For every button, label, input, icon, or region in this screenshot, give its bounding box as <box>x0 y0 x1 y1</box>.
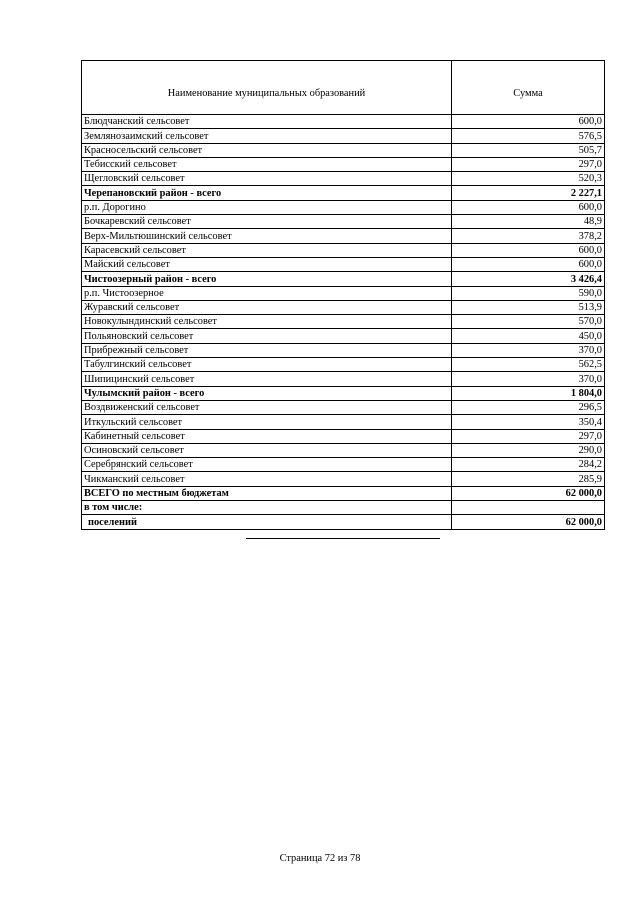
sum-cell: 570,0 <box>452 315 605 329</box>
sum-cell: 600,0 <box>452 115 605 129</box>
sum-cell: 600,0 <box>452 243 605 257</box>
sum-cell: 378,2 <box>452 229 605 243</box>
table-row <box>82 343 605 357</box>
table-row <box>82 129 605 143</box>
sum-cell: 1 804,0 <box>452 386 605 400</box>
municipality-name-cell: р.п. Чистоозерное <box>82 286 452 300</box>
sum-cell: 520,3 <box>452 172 605 186</box>
table-header-row <box>82 61 605 115</box>
table-row <box>82 300 605 314</box>
municipality-name-cell: Тебисский сельсовет <box>82 157 452 171</box>
municipality-name-cell: Шипицинский сельсовет <box>82 372 452 386</box>
table-row <box>82 215 605 229</box>
table-row <box>82 472 605 486</box>
separator-line <box>246 538 440 539</box>
table-row <box>82 458 605 472</box>
municipality-name-cell: ВСЕГО по местным бюджетам <box>82 486 452 500</box>
municipality-name-cell: Верх-Мильтюшинский сельсовет <box>82 229 452 243</box>
table-row <box>82 515 605 529</box>
municipality-name-cell: Карасевский сельсовет <box>82 243 452 257</box>
table-row <box>82 358 605 372</box>
sum-cell <box>452 501 605 515</box>
header-name-column: Наименование муниципальных образований <box>82 61 452 115</box>
municipality-name-cell: Журавский сельсовет <box>82 300 452 314</box>
municipality-name-cell: Землянозаимский сельсовет <box>82 129 452 143</box>
table-row <box>82 115 605 129</box>
sum-cell: 370,0 <box>452 372 605 386</box>
table-row <box>82 172 605 186</box>
sum-cell: 297,0 <box>452 429 605 443</box>
table-row <box>82 200 605 214</box>
page-number: Страница 72 из 78 <box>279 853 361 864</box>
header-sum-column: Сумма <box>452 61 605 115</box>
sum-cell: 285,9 <box>452 472 605 486</box>
sum-cell: 600,0 <box>452 257 605 271</box>
table-row <box>82 315 605 329</box>
table-row <box>82 286 605 300</box>
municipality-name-cell: в том числе: <box>82 501 452 515</box>
sum-cell: 62 000,0 <box>452 515 605 529</box>
sum-cell: 290,0 <box>452 443 605 457</box>
municipality-name-cell: Красносельский сельсовет <box>82 143 452 157</box>
table-row <box>82 157 605 171</box>
budget-table <box>81 60 605 530</box>
table-row <box>82 501 605 515</box>
municipality-name-cell: Блюдчанский сельсовет <box>82 115 452 129</box>
sum-cell: 370,0 <box>452 343 605 357</box>
sum-cell: 62 000,0 <box>452 486 605 500</box>
municipality-name-cell: Черепановский район - всего <box>82 186 452 200</box>
table-row <box>82 143 605 157</box>
sum-cell: 48,9 <box>452 215 605 229</box>
sum-cell: 3 426,4 <box>452 272 605 286</box>
sum-cell: 2 227,1 <box>452 186 605 200</box>
table-body <box>82 115 605 530</box>
municipality-name-cell: Осиновский сельсовет <box>82 443 452 457</box>
municipality-name-cell: Чулымский район - всего <box>82 386 452 400</box>
table-row <box>82 486 605 500</box>
sum-cell: 513,9 <box>452 300 605 314</box>
table-row <box>82 372 605 386</box>
table-row <box>82 415 605 429</box>
municipality-name-cell: Бочкаревский сельсовет <box>82 215 452 229</box>
municipality-name-cell: Новокулындинский сельсовет <box>82 315 452 329</box>
sum-cell: 450,0 <box>452 329 605 343</box>
municipality-name-cell: Прибрежный сельсовет <box>82 343 452 357</box>
municipality-name-cell: Воздвиженский сельсовет <box>82 400 452 414</box>
sum-cell: 350,4 <box>452 415 605 429</box>
municipality-name-cell: Кабинетный сельсовет <box>82 429 452 443</box>
sum-cell: 296,5 <box>452 400 605 414</box>
table-row <box>82 186 605 200</box>
table-row <box>82 386 605 400</box>
municipality-name-cell: Иткульский сельсовет <box>82 415 452 429</box>
table-row <box>82 229 605 243</box>
municipality-name-cell: Чикманский сельсовет <box>82 472 452 486</box>
sum-cell: 600,0 <box>452 200 605 214</box>
municipality-name-cell: Щегловский сельсовет <box>82 172 452 186</box>
table-row <box>82 243 605 257</box>
table-row <box>82 272 605 286</box>
sum-cell: 590,0 <box>452 286 605 300</box>
municipality-name-cell: Майский сельсовет <box>82 257 452 271</box>
table-row <box>82 329 605 343</box>
sum-cell: 284,2 <box>452 458 605 472</box>
table-row <box>82 257 605 271</box>
municipality-name-cell: Польяновский сельсовет <box>82 329 452 343</box>
sum-cell: 505,7 <box>452 143 605 157</box>
municipality-name-cell: поселений <box>82 515 452 529</box>
municipality-name-cell: Серебрянский сельсовет <box>82 458 452 472</box>
municipality-name-cell: Чистоозерный район - всего <box>82 272 452 286</box>
table-row <box>82 443 605 457</box>
sum-cell: 562,5 <box>452 358 605 372</box>
table-row <box>82 400 605 414</box>
sum-cell: 576,5 <box>452 129 605 143</box>
table-row <box>82 429 605 443</box>
sum-cell: 297,0 <box>452 157 605 171</box>
municipality-name-cell: Табулгинский сельсовет <box>82 358 452 372</box>
municipality-name-cell: р.п. Дорогино <box>82 200 452 214</box>
